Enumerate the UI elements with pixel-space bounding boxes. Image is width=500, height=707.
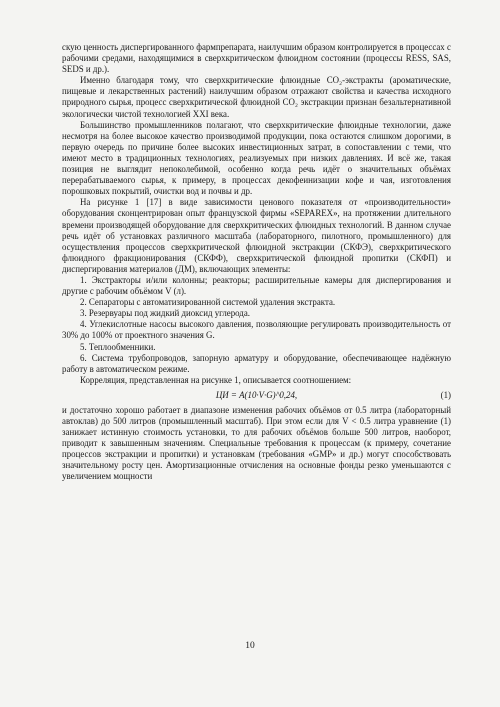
list-item-4: 4. Углекислотные насосы высокого давления, позволяющие регулировать производительность от 30% до 100% от проектного значения G.	[62, 319, 451, 341]
equation-number: (1)	[440, 389, 451, 400]
paragraph-p11: и достаточно хорошо работает в диапазоне изменения рабочих объёмов от 0.5 литра (лабораторный автоклав) до 500 литров (промышленный масштаб). При этом если для V < 0.5 литра уравнение (1) занижает истинную стоимость установки, то для рабочих объёмов больше 500 литров, наоборот, приводит к завышенным значениям. Специальные требования к процессам (к примеру, сочетание процессов экстракции и пропитки) и установкам (требования «GMP» и др.) могут способствовать значительному росту цен. Амортизационные отчисления на основные фонды резко уменьшаются с увеличением мощности	[62, 404, 451, 482]
equation-expression: ЦИ = A(10·V·G)^0,24,	[215, 389, 298, 400]
list-item-1: 1. Экстракторы и/или колонны; реакторы; расширительные камеры для диспергирования и другие с рабочим объёмом V (л).	[62, 274, 451, 297]
equation	[62, 388, 451, 402]
paragraph-p0: скую ценность диспергированного фармпрепарата, наилучшим образом контролируется в процессах с рабочими средами, находящимися в сверхкритическом флюидном состоянии (процессы RESS, SAS, SEDS и др.).	[62, 42, 451, 75]
list-item-5: 5. Теплообменники.	[80, 341, 156, 352]
paragraph-p2: Большинство промышленников полагают, что сверхкритические флюидные технологии, даже несмотря на более высокое качество производимой продукции, пока остаются слишком дорогими, в первую очередь по причине более высоких инвестиционных затрат, в сопоставлении с теми, что имеют место в традиционных технологиях, реализуемых при низких давлениях. И всё же, такая позиция не выглядит непоколебимой, особенно когда речь идёт о значительных объёмах перерабатываемого сырья, к примеру, в процессах декофеинизации кофе и чая, изготовления порошковых покрытий, очистки вод и почвы и др.	[62, 119, 451, 197]
page-number: 10	[245, 641, 255, 651]
list-item-6: 6. Система трубопроводов, запорную арматуру и оборудование, обеспечивающее надёжную работу в автоматическом режиме.	[62, 352, 451, 374]
list-item-3: 3. Резервуары под жидкий диоксид углерода.	[80, 308, 250, 319]
body-text	[62, 42, 451, 483]
paragraph-p1: Именно благодаря тому, что сверхкритические флюидные CO₂-экстракты (ароматические, пищевые и лекарственных растений) наилучшим образом отражают свойства и качества исходного природного сырья, процесс сверхкритической флюидной CO₂ экстракции признан безальтернативной экологически чистой технологией XXI века.	[62, 75, 451, 119]
paragraph-p10: Корреляция, представленная на рисунке 1, описывается соотношением:	[80, 374, 352, 385]
list-item-2: 2. Сепараторы с автоматизированной системой удаления экстракта.	[80, 297, 336, 308]
paragraph-p3: На рисунке 1 [17] в виде зависимости ценового показателя от «производительности» оборудования сконцентрирован опыт французской фирмы «SEPAREX», на протяжении длительного времени производящей оборудование для сверхкритических флюидных технологий. В данном случае речь идёт об установках различного масштаба (лабораторного, пилотного, промышленного) для осуществления процессов сверхкритической флюидной экстракции (СКФЭ), сверхкритического флюидного фракционирования (СКФФ), сверхкритической флюидной пропитки (СКФП) и диспергирования материалов (ДМ), включающих элементы:	[62, 197, 451, 274]
